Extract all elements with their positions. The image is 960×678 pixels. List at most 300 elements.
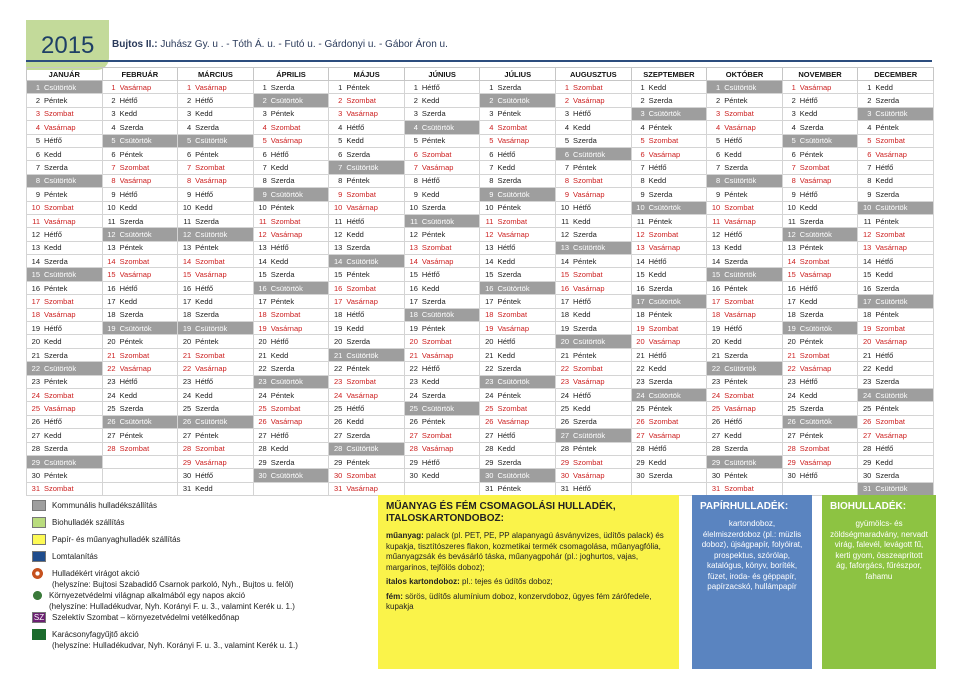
day-cell (480, 201, 556, 214)
day-number: 31 (863, 484, 872, 494)
legend-item (32, 568, 293, 590)
weekday-name: Szerda (119, 310, 144, 320)
weekday-name: Kedd (799, 390, 818, 400)
day-cell (631, 388, 707, 401)
weekday-name: Szombat (346, 471, 376, 481)
day-cell (329, 107, 405, 120)
day-number: 6 (867, 149, 872, 159)
weekday-name: Hétfő (724, 136, 743, 146)
day-number: 31 (31, 484, 40, 494)
day-cell (556, 375, 632, 388)
weekday-name: Csütörtök (724, 270, 757, 280)
weekday-name: Vasárnap (875, 243, 907, 253)
legend-item (32, 629, 298, 651)
day-number: 27 (485, 430, 494, 440)
day-number: 10 (636, 203, 645, 213)
weekday-name: Vasárnap (421, 444, 454, 454)
weekday-name: Hétfő (346, 310, 365, 320)
day-number: 11 (485, 216, 494, 226)
day-cell (707, 348, 783, 361)
weekday-name: Szerda (119, 122, 144, 132)
day-cell (631, 469, 707, 482)
day-cell (631, 94, 707, 107)
bio-text: gyümölcs- és zöldségmaradvány, nervadt virág, falevél, levágott fű, kerti gyom, összeaprított ág, faforgács, fűrészpor, fahamu (830, 519, 928, 581)
weekday-name: Csütörtök (421, 404, 454, 414)
day-number: 26 (787, 417, 796, 427)
weekday-name: Kedd (195, 203, 213, 213)
weekday-name: Szerda (497, 457, 522, 467)
day-number: 25 (863, 404, 872, 414)
day-number: 28 (258, 444, 267, 454)
day-number: 8 (338, 176, 343, 186)
day-cell (329, 308, 405, 321)
weekday-name: Vasárnap (497, 417, 530, 427)
month-header-11: DECEMBER (858, 68, 934, 81)
weekday-name: Szombat (44, 203, 74, 213)
day-number: 29 (31, 457, 40, 467)
weekday-name: Szombat (195, 350, 225, 360)
day-number: 18 (711, 310, 721, 320)
day-cell (707, 255, 783, 268)
day-number: 7 (35, 163, 40, 173)
day-cell (480, 429, 556, 442)
day-cell (27, 362, 103, 375)
weekday-name: Csütörtök (573, 149, 606, 159)
weekday-name: Szerda (195, 122, 219, 132)
legend-label: Papír- és műanyaghulladék szállítás (52, 535, 181, 544)
day-cell (631, 308, 707, 321)
day-cell (631, 429, 707, 442)
day-cell (329, 322, 405, 335)
legend-item (32, 551, 98, 562)
day-cell (631, 455, 707, 468)
day-cell (102, 295, 178, 308)
day-cell (858, 335, 934, 348)
day-cell (858, 174, 934, 187)
weekday-name: Hétfő (195, 189, 214, 199)
day-number: 13 (258, 243, 267, 253)
day-number: 25 (560, 404, 570, 414)
day-row (27, 308, 934, 321)
weekday-name: Csütörtök (724, 82, 757, 92)
weekday-name: Kedd (875, 457, 893, 467)
day-number: 3 (791, 109, 796, 119)
day-cell (253, 188, 329, 201)
month-header-5: JÚNIUS (404, 68, 480, 81)
day-cell (631, 348, 707, 361)
day-cell (329, 295, 405, 308)
day-number: 28 (863, 444, 872, 454)
day-number: 2 (716, 96, 721, 106)
day-number: 21 (711, 350, 721, 360)
weekday-name: Szombat (875, 136, 905, 146)
day-cell (404, 415, 480, 428)
day-cell (27, 134, 103, 147)
day-number: 20 (31, 337, 40, 347)
weekday-name: Vasárnap (799, 457, 832, 467)
day-cell (556, 348, 632, 361)
day-cell (556, 107, 632, 120)
empty-cell (631, 482, 707, 495)
day-number: 4 (564, 122, 570, 132)
day-number: 23 (711, 377, 721, 387)
day-row (27, 322, 934, 335)
weekday-name: Szerda (421, 203, 446, 213)
day-cell (329, 228, 405, 241)
flower-icon (32, 568, 46, 579)
day-cell (556, 388, 632, 401)
day-number: 30 (485, 471, 494, 481)
day-number: 25 (258, 404, 267, 414)
day-number: 8 (564, 176, 570, 186)
weekday-name: Kedd (421, 471, 440, 481)
legend-item (32, 590, 295, 612)
weekday-name: Csütörtök (270, 96, 303, 106)
day-number: 6 (640, 149, 645, 159)
weekday-name: Szombat (44, 484, 74, 494)
day-number: 13 (863, 243, 872, 253)
day-number: 26 (485, 417, 494, 427)
weekday-name: Szerda (497, 270, 522, 280)
day-cell (707, 228, 783, 241)
day-number: 20 (182, 337, 192, 347)
day-number: 27 (560, 430, 570, 440)
day-number: 23 (560, 377, 570, 387)
day-number: 19 (485, 323, 494, 333)
day-number: 8 (489, 176, 494, 186)
day-number: 8 (413, 176, 418, 186)
day-cell (178, 107, 254, 120)
day-cell (858, 362, 934, 375)
day-cell (556, 482, 632, 495)
bio-info-box (822, 495, 936, 669)
day-cell (27, 308, 103, 321)
day-cell (782, 402, 858, 415)
day-number: 15 (333, 270, 343, 280)
weekday-name: Vasárnap (648, 337, 681, 347)
weekday-name: Péntek (421, 417, 446, 427)
weekday-name: Kedd (421, 377, 440, 387)
calendar-body (27, 81, 934, 496)
day-number: 26 (863, 417, 872, 427)
day-number: 11 (636, 216, 645, 226)
day-number: 5 (413, 136, 418, 146)
weekday-name: Kedd (573, 122, 591, 132)
day-cell (480, 228, 556, 241)
day-cell (782, 201, 858, 214)
day-cell (480, 147, 556, 160)
weekday-name: Csütörtök (270, 189, 303, 199)
weekday-name: Vasárnap (270, 323, 303, 333)
day-number: 29 (333, 457, 343, 467)
weekday-name: Csütörtök (724, 363, 757, 373)
day-number: 21 (107, 350, 116, 360)
day-number: 26 (711, 417, 721, 427)
day-number: 31 (560, 484, 570, 494)
day-number: 8 (716, 176, 721, 186)
weekday-name: Szerda (799, 310, 824, 320)
day-cell (480, 388, 556, 401)
day-cell (707, 375, 783, 388)
day-cell (27, 241, 103, 254)
weekday-name: Péntek (648, 122, 672, 132)
day-cell (556, 455, 632, 468)
weekday-name: Szombat (119, 350, 150, 360)
weekday-name: Szombat (875, 417, 905, 427)
day-number: 30 (787, 471, 796, 481)
weekday-name: Vasárnap (346, 484, 378, 494)
day-cell (102, 241, 178, 254)
weekday-name: Szombat (270, 122, 301, 132)
weekday-name: Péntek (724, 283, 748, 293)
day-number: 4 (791, 122, 796, 132)
weekday-name: Csütörtök (875, 203, 908, 213)
weekday-name: Hétfő (497, 337, 516, 347)
day-number: 30 (258, 471, 267, 481)
day-number: 24 (107, 390, 116, 400)
day-number: 28 (409, 444, 418, 454)
weekday-name: Kedd (573, 404, 591, 414)
day-cell (631, 214, 707, 227)
weekday-name: Hétfő (875, 444, 894, 454)
day-number: 14 (787, 256, 796, 266)
weekday-name: Szerda (44, 163, 68, 173)
day-row (27, 295, 934, 308)
day-number: 12 (636, 229, 645, 239)
day-cell (631, 362, 707, 375)
day-number: 25 (409, 404, 418, 414)
weekday-name: Vasárnap (799, 270, 832, 280)
weekday-name: Vasárnap (497, 323, 530, 333)
day-number: 17 (107, 296, 116, 306)
day-number: 16 (409, 283, 418, 293)
day-cell (404, 214, 480, 227)
paper-info-box (692, 495, 812, 669)
day-number: 23 (182, 377, 192, 387)
day-number: 22 (711, 363, 721, 373)
day-number: 5 (640, 136, 645, 146)
day-row (27, 161, 934, 174)
day-number: 1 (35, 82, 40, 92)
weekday-name: Péntek (497, 109, 521, 119)
plastic-p3: sörös, üdítős alumínium doboz, konzervdoboz, ügyes fém zárófedele, kupakja (386, 591, 652, 611)
weekday-name: Csütörtök (875, 109, 908, 119)
day-cell (707, 402, 783, 415)
weekday-name: Szombat (421, 430, 452, 440)
day-number: 19 (258, 323, 267, 333)
day-cell (480, 402, 556, 415)
day-number: 10 (787, 203, 796, 213)
day-number: 19 (107, 323, 116, 333)
day-cell (858, 308, 934, 321)
weekday-name: Kedd (497, 256, 515, 266)
weekday-name: Vasárnap (799, 82, 832, 92)
weekday-name: Vasárnap (195, 270, 227, 280)
weekday-name: Szerda (346, 149, 371, 159)
day-cell (782, 214, 858, 227)
weekday-name: Péntek (648, 216, 672, 226)
weekday-name: Péntek (270, 296, 295, 306)
day-cell (27, 415, 103, 428)
day-cell (178, 214, 254, 227)
weekday-name: Szombat (724, 296, 754, 306)
day-number: 10 (560, 203, 570, 213)
day-cell (178, 81, 254, 94)
day-cell (631, 81, 707, 94)
day-number: 9 (791, 189, 796, 199)
day-cell (27, 188, 103, 201)
day-number: 24 (182, 390, 192, 400)
day-cell (253, 107, 329, 120)
weekday-name: Hétfő (270, 149, 289, 159)
day-cell (178, 362, 254, 375)
day-number: 1 (564, 82, 570, 92)
weekday-name: Vasárnap (346, 109, 378, 119)
legend-item (32, 612, 239, 623)
weekday-name: Vasárnap (346, 390, 378, 400)
day-cell (102, 107, 178, 120)
day-number: 1 (413, 82, 418, 92)
weekday-name: Kedd (497, 444, 515, 454)
weekday-name: Csütörtök (44, 176, 77, 186)
plastic-p2: pl.: tejes és üdítős doboz; (462, 577, 553, 586)
day-row (27, 228, 934, 241)
day-cell (178, 482, 254, 495)
day-cell (556, 121, 632, 134)
legend-label: Karácsonyfagyűjtő akció (helyszíne: Hulladékudvar, Nyh. Korányi F. u. 3., valamint Kerék u. 1.) (52, 630, 298, 650)
weekday-name: Csütörtök (195, 417, 228, 427)
weekday-name: Péntek (346, 82, 370, 92)
day-cell (102, 228, 178, 241)
weekday-name: Péntek (724, 377, 748, 387)
day-row (27, 442, 934, 455)
day-cell (404, 469, 480, 482)
weekday-name: Vasárnap (346, 296, 378, 306)
day-number: 14 (258, 256, 267, 266)
weekday-name: Péntek (346, 270, 370, 280)
weekday-name: Hétfő (573, 484, 591, 494)
day-cell (102, 161, 178, 174)
day-number: 26 (333, 417, 343, 427)
weekday-name: Kedd (875, 176, 893, 186)
day-number: 26 (107, 417, 116, 427)
weekday-name: Kedd (44, 337, 62, 347)
weekday-name: Kedd (648, 82, 667, 92)
page-title (112, 39, 448, 50)
day-number: 13 (636, 243, 645, 253)
day-number: 1 (489, 82, 494, 92)
day-cell (631, 335, 707, 348)
day-number: 3 (338, 109, 343, 119)
weekday-name: Péntek (44, 96, 68, 106)
weekday-name: Péntek (799, 149, 824, 159)
day-number: 28 (31, 444, 40, 454)
day-cell (782, 429, 858, 442)
day-number: 12 (182, 229, 192, 239)
weekday-name: Csütörtök (648, 390, 681, 400)
weekday-name: Kedd (119, 109, 138, 119)
weekday-name: Péntek (44, 471, 68, 481)
weekday-name: Csütörtök (44, 457, 77, 467)
day-number: 17 (560, 296, 570, 306)
day-cell (480, 308, 556, 321)
day-cell (178, 308, 254, 321)
day-number: 4 (35, 122, 40, 132)
day-number: 1 (867, 82, 872, 92)
day-number: 3 (111, 109, 116, 119)
day-number: 6 (111, 149, 116, 159)
day-cell (404, 442, 480, 455)
day-number: 25 (182, 404, 192, 414)
day-number: 5 (489, 136, 494, 146)
day-cell (27, 442, 103, 455)
weekday-name: Hétfő (875, 163, 894, 173)
weekday-name: Szerda (270, 363, 295, 373)
weekday-name: Vasárnap (421, 163, 454, 173)
day-cell (782, 241, 858, 254)
day-number: 11 (107, 216, 116, 226)
day-number: 9 (111, 189, 116, 199)
weekday-name: Szerda (270, 176, 295, 186)
day-number: 5 (35, 136, 40, 146)
weekday-name: Péntek (573, 163, 597, 173)
day-number: 21 (636, 350, 645, 360)
weekday-name: Péntek (724, 471, 748, 481)
day-number: 31 (711, 484, 721, 494)
day-cell (404, 322, 480, 335)
day-number: 27 (636, 430, 645, 440)
day-cell (707, 455, 783, 468)
day-cell (858, 161, 934, 174)
day-cell (27, 107, 103, 120)
day-number: 7 (791, 163, 796, 173)
day-cell (707, 322, 783, 335)
plastic-p1-bold: műanyag: (386, 531, 424, 540)
day-number: 22 (636, 363, 645, 373)
day-cell (27, 429, 103, 442)
day-cell (480, 214, 556, 227)
day-number: 17 (711, 296, 721, 306)
day-cell (404, 81, 480, 94)
day-number: 9 (35, 189, 40, 199)
day-cell (782, 388, 858, 401)
weekday-name: Kedd (270, 163, 289, 173)
day-number: 5 (262, 136, 267, 146)
weekday-name: Szombat (573, 82, 603, 92)
weekday-name: Péntek (119, 430, 143, 440)
day-number: 6 (186, 149, 192, 159)
day-number: 14 (31, 256, 40, 266)
day-number: 27 (107, 430, 116, 440)
day-cell (27, 81, 103, 94)
weekday-name: Szombat (270, 216, 301, 226)
day-number: 24 (560, 390, 570, 400)
day-cell (782, 362, 858, 375)
day-number: 21 (787, 350, 796, 360)
day-cell (556, 469, 632, 482)
day-number: 16 (333, 283, 343, 293)
weekday-name: Szerda (573, 323, 597, 333)
day-number: 21 (409, 350, 418, 360)
weekday-name: Hétfő (421, 176, 440, 186)
day-number: 9 (338, 189, 343, 199)
weekday-name: Szombat (270, 404, 301, 414)
day-cell (556, 322, 632, 335)
day-number: 29 (636, 457, 645, 467)
day-number: 7 (564, 163, 570, 173)
day-cell (329, 147, 405, 160)
day-number: 15 (31, 270, 40, 280)
